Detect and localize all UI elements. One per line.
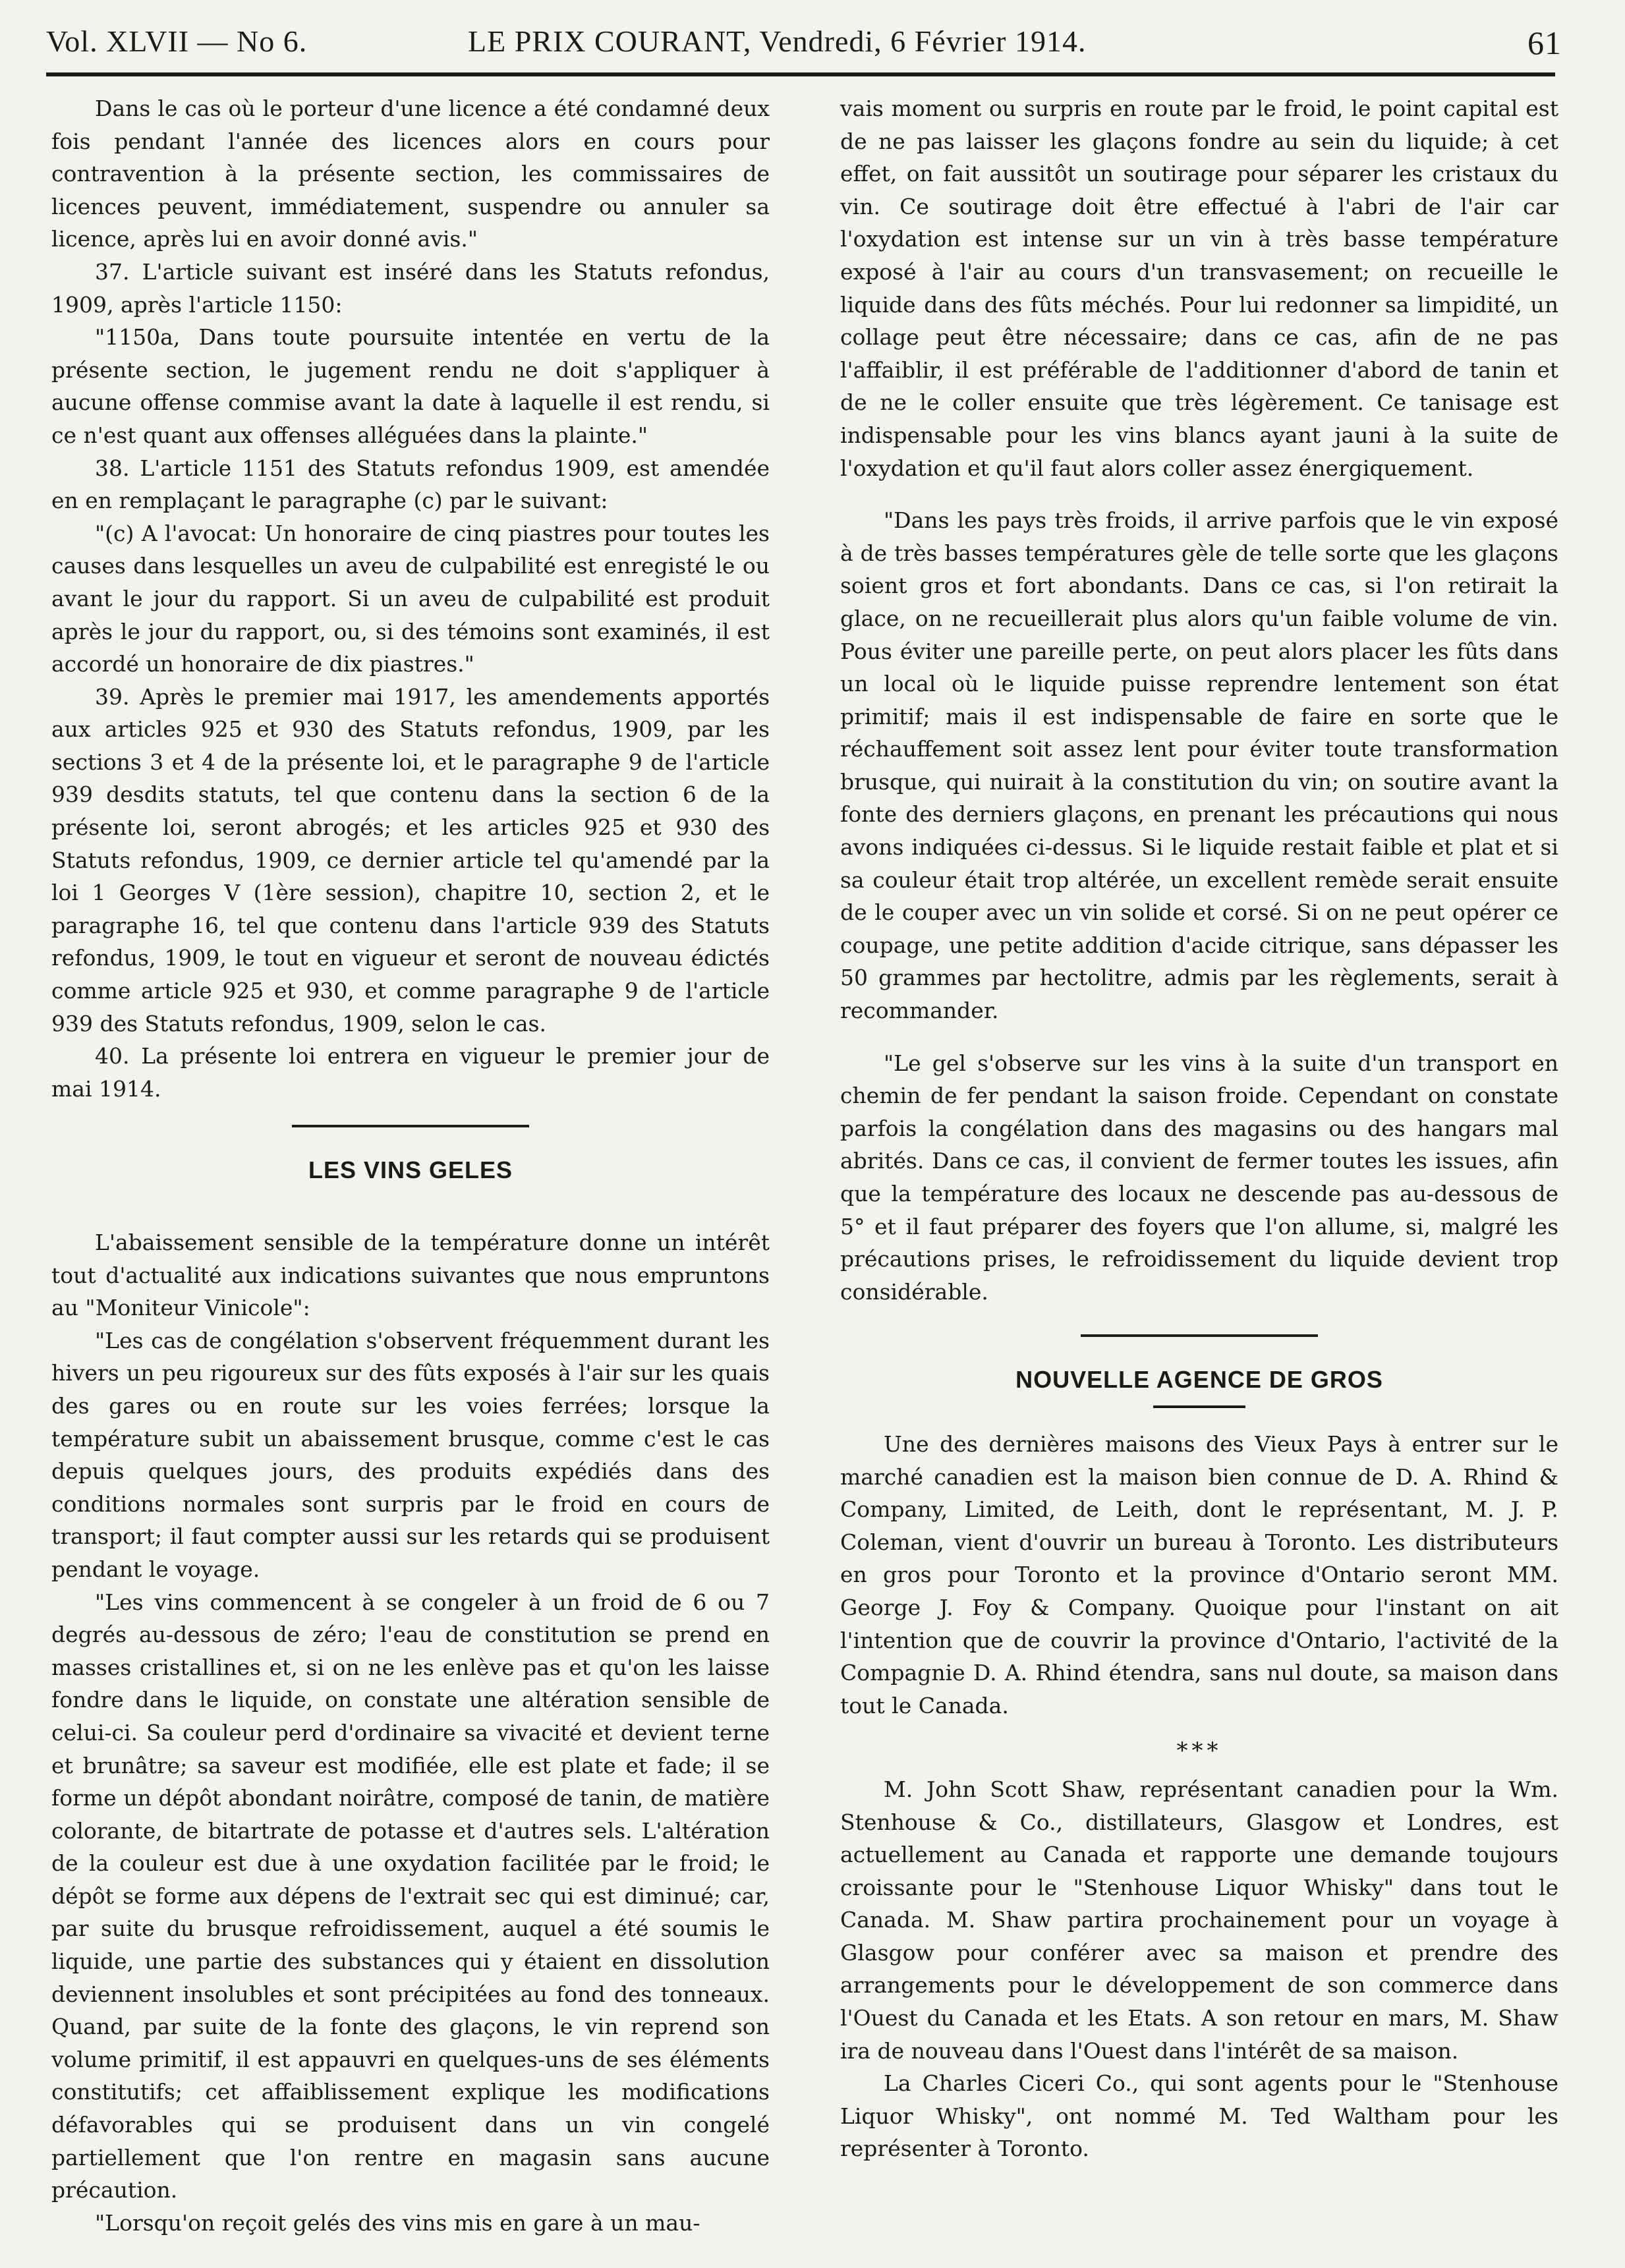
- vins-geles-paragraph-4: "Dans les pays très froids, il arrive parfois que le vin exposé à de très basses températures gèle de telle sorte que les glaçons soient gros et fort abondants. Dans ce cas, si l'on retirait la glace, on ne recueillerait plus alors qu'un faible volume de vin. Pous éviter une pareille perte, on peut alors placer les fûts dans un local où le liquide puisse reprendre lentement son état primitif; mais il est indispensable de faire en sorte que le réchauffement soit assez lent pour éviter toute transformation brusque, qui nuirait à la constitution du vin; on soutire avant la fonte des derniers glaçons, en prenant les précautions qui nous avons indiquées ci-dessus. Si le liquide restait faible et plat et si sa couleur était trop altérée, un excellent remède serait ensuite de le couper avec un vin solide et corsé. Si on ne peut opérer ce coupage, une petite addition d'acide citrique, sans dépasser les 50 grammes par hectolitre, admis par les règlements, serait à recommander.: [840, 507, 1558, 1024]
- left-column: [51, 92, 770, 2239]
- agence-paragraph-1: Une des dernières maisons des Vieux Pays à entrer sur le marché canadien est la maison bien connue de D. A. Rhind & Company, Limited, de Leith, dont le représentant, M. J. P. Coleman, vient d'ouvrir un bureau à Toronto. Les distributeurs en gros pour Toronto et la province d'Ontario seront MM. George J. Foy & Company. Quoique pour l'instant on ait l'intention que de couvrir la province d'Ontario, l'activité de la Compagnie D. A. Rhind étendra, sans nul doute, sa maison dans tout le Canada.: [840, 1431, 1558, 1718]
- vins-geles-paragraph-2: "Les vins commencent à se congeler à un froid de 6 ou 7 degrés au-dessous de zéro; l'eau de constitution se prend en masses cristallines et, si on ne les enlève pas et qu'on les laisse fondre dans le liquide, on constate une altération sensible de celui-ci. Sa couleur perd d'ordinaire sa vivacité et devient terne et brunâtre; sa saveur est modifiée, elle est plate et fade; il se forme un dépôt abondant noirâtre, composé de tanin, de matière colorante, de bitartrate de potasse et d'autres sels. L'altération de la couleur est due à une oxydation facilitée par le froid; le dépôt se forme aux dépens de l'extrait sec qui est diminué; car, par suite du brusque refroidissement, auquel a été soumis le liquide, une partie des substances qui y étaient en dissolution deviennent insolubles et sont précipitées au fond des tonneaux. Quand, par suite de la fonte des glaçons, le vin reprend son volume primitif, il est appauvri en quelques-uns de ses éléments constitutifs; cet affaiblissement explique les modifications défavorables qui se produisent dans un vin congelé partiellement que l'on rentre en magasin sans aucune précaution.: [51, 1589, 770, 2203]
- vins-geles-paragraph-1: "Les cas de congélation s'observent fréquemment durant les hivers un peu rigoureux sur des fûts exposés à l'air sur les quais des gares ou en route sur les voies ferrées; lorsque la température subit un abaissement brusque, comme c'est le cas depuis quelques jours, des produits expédiés dans des conditions normales sont surpris par le froid en cours de transport; il faut compter aussi sur les retards qui se produisent pendant le voyage.: [51, 1327, 770, 1582]
- article-39: 39. Après le premier mai 1917, les amendements apportés aux articles 925 et 930 des Statuts refondus, 1909, par les sections 3 et 4 de la présente loi, et le paragraphe 9 de l'article 939 desdits statuts, tel que contenu dans la section 6 de la présente loi, seront abrogés; et les articles 925 et 930 des Statuts refondus, 1909, ce dernier article tel qu'amendé par la loi 1 Georges V (1ère session), chapitre 10, section 2, et le paragraphe 16, tel que contenu dans l'article 939 des Statuts refondus, 1909, le tout en vigueur et seront de nouveau édictés comme article 925 et 930, et comme paragraphe 9 de l'article 939 des Statuts refondus, 1909, selon le cas.: [51, 683, 770, 1036]
- section-divider: [1081, 1334, 1318, 1337]
- agence-paragraph-3: La Charles Ciceri Co., qui sont agents pour le "Stenhouse Liquor Whisky", ont nommé M. Ted Waltham pour les représenter à Toronto.: [840, 2070, 1558, 2162]
- article-38: 38. L'article 1151 des Statuts refondus 1909, est amendée en en remplaçant le paragraphe (c) par le suivant:: [51, 455, 770, 514]
- right-column: [840, 92, 1558, 2165]
- vins-geles-title: LES VINS GELES: [308, 1156, 513, 1184]
- article-38-quote: "(c) A l'avocat: Un honoraire de cinq piastres pour toutes les causes dans lesquelles un aveu de culpabilité est enregisté le ou avant le jour du rapport. Si un aveu de culpabilité est produit après le jour du rapport, ou, si des témoins sont examinés, il est accordé un honoraire de dix piastres.": [51, 520, 770, 677]
- publication-date: LE PRIX COURANT, Vendredi, 6 Février 1914.: [468, 24, 1087, 58]
- page-number: 61: [1527, 24, 1562, 61]
- licence-continuation: Dans le cas où le porteur d'une licence a été condamné deux fois pendant l'année des licences alors en cours pour contravention à la présente section, les commissaires de licences peuvent, immédiatement, suspendre ou annuler sa licence, après lui en avoir donné avis.": [51, 96, 770, 252]
- asterism-separator: ***: [1176, 1738, 1222, 1765]
- volume-issue: Vol. XLVII — No 6.: [46, 24, 308, 58]
- header-rule: [46, 72, 1555, 76]
- section-divider: [292, 1125, 529, 1127]
- article-40: 40. La présente loi entrera en vigueur le premier jour de mai 1914.: [51, 1043, 770, 1102]
- article-37: 37. L'article suivant est inséré dans les Statuts refondus, 1909, après l'article 1150:: [51, 258, 770, 318]
- agence-paragraph-2: M. John Scott Shaw, représentant canadien pour la Wm. Stenhouse & Co., distillateurs, Glasgow et Londres, est actuellement au Canada et rapporte une demande toujours croissante pour le "Stenhouse Liquor Whisky" dans tout le Canada. M. Shaw partira prochainement pour un voyage à Glasgow pour conférer avec sa maison et prendre des arrangements pour le développement de son commerce dans l'Ouest du Canada et les Etats. A son retour en mars, M. Shaw ira de nouveau dans l'Ouest dans l'intérêt de sa maison.: [840, 1776, 1558, 2064]
- vins-geles-paragraph-5: "Le gel s'observe sur les vins à la suite d'un transport en chemin de fer pendant la saison froide. Cependant on constate parfois la congélation dans des magasins ou des hangars mal abrités. Dans ce cas, il convient de fermer toutes les issues, afin que la température des locaux ne descende pas au-dessous de 5° et il faut préparer des foyers que l'on allume, si, malgré les précautions prises, le refroidissement du liquide devient trop considérable.: [840, 1050, 1558, 1305]
- vins-geles-paragraph-3-continued: vais moment ou surpris en route par le froid, le point capital est de ne pas laisser les glaçons fondre au sein du liquide; à cet effet, on fait aussitôt un soutirage pour séparer les cristaux du vin. Ce soutirage doit être effectué à l'abri de l'air car l'oxydation est intense sur un vin à très basse température exposé à l'air au cours d'un transvasement; on recueille le liquide dans des fûts méchés. Pour lui redonner sa limpidité, un collage peut être nécessaire; dans ce cas, afin de ne pas l'affaiblir, il est préférable de l'additionner d'abord de tanin et de ne le coller ensuite que très légèrement. Ce tanisage est indispensable pour les vins blancs ayant jauni à la suite de l'oxydation et qu'il faut alors coller assez énergiquement.: [840, 96, 1558, 481]
- vins-geles-paragraph-3-start: "Lorsqu'on reçoit gelés des vins mis en gare à un mau-: [95, 2209, 700, 2236]
- vins-geles-intro: L'abaissement sensible de la température donne un intérêt tout d'actualité aux indications suivantes que nous empruntons au "Moniteur Vinicole":: [51, 1230, 770, 1321]
- page-header: [46, 18, 1562, 65]
- article-37-quote: "1150a, Dans toute poursuite intentée en vertu de la présente section, le jugement rendu ne doit s'appliquer à aucune offense commise avant la date à laquelle il est rendu, si ce n'est quant aux offenses alléguées dans la plainte.": [51, 324, 770, 448]
- agence-title: NOUVELLE AGENCE DE GROS: [1015, 1366, 1383, 1394]
